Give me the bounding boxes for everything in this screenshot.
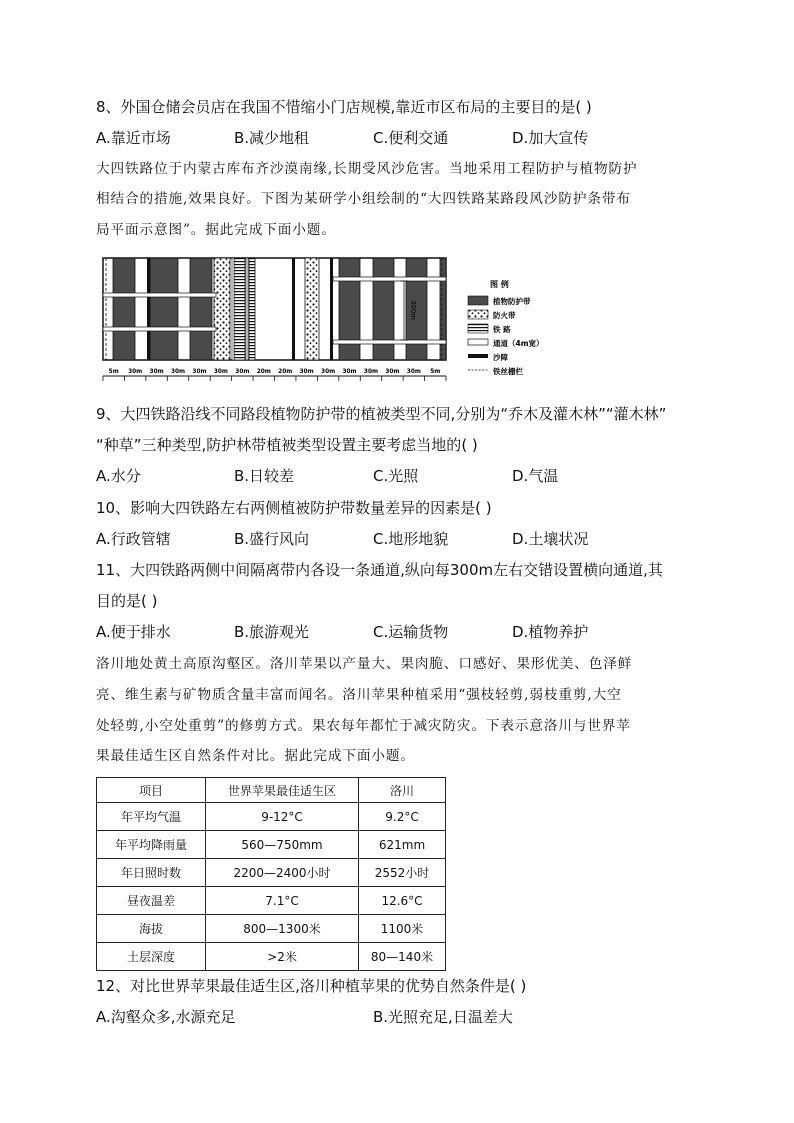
material-1-line-1: 大四铁路位于内蒙古库布齐沙漠南缘,长期受风沙危害。当地采用工程防护与植物防护 <box>96 161 638 177</box>
table-cell: 80—140米 <box>359 943 446 971</box>
table-cell: 2200—2400小时 <box>206 859 359 887</box>
table-cell: 9.2°C <box>359 803 446 831</box>
q11-option-a: A.便于排水 <box>96 623 171 641</box>
railway <box>234 258 245 360</box>
table-cell: 海拔 <box>97 915 206 943</box>
table-row <box>97 943 446 971</box>
legend-swatch-fire <box>468 310 488 319</box>
scale-label: 5m <box>108 369 119 375</box>
scale-label: 30m <box>342 369 357 375</box>
table-cell: 年日照时数 <box>97 859 206 887</box>
table-cell: 土层深度 <box>97 943 206 971</box>
apple-conditions-table <box>96 777 446 971</box>
road <box>246 258 248 360</box>
vegetation-strip <box>440 258 446 360</box>
cross-road <box>103 293 216 297</box>
legend-swatch-vegetation <box>468 296 488 305</box>
table-cell: 800—1300米 <box>206 915 359 943</box>
table-header-cell: 洛川 <box>359 778 446 803</box>
scale-label: 30m <box>321 369 336 375</box>
legend-label: 植物防护带 <box>493 297 531 306</box>
q8-option-b: B.减少地租 <box>234 129 310 147</box>
material-2-line-3: 处轻剪,小空处重剪”的修剪方式。果农每年都忙于减灾防灾。下表示意洛川与世界苹 <box>96 718 631 734</box>
question-8-stem: 8、外国仓储会员店在我国不惜缩小门店规模,靠近市区布局的主要目的是( ) <box>96 98 592 116</box>
table-header-row <box>97 778 446 803</box>
vegetation-strip <box>150 258 178 360</box>
legend-label: 通道（4m宽） <box>493 339 544 348</box>
material-2-line-1: 洛川地处黄土高原沟壑区。洛川苹果以产量大、果肉脆、口感好、果形优美、色泽鲜 <box>96 656 633 672</box>
q11-option-b: B.旅游观光 <box>234 623 310 641</box>
vegetation-strip <box>373 258 394 360</box>
legend-label: 沙障 <box>493 353 508 362</box>
q12-option-a: A.沟壑众多,水源充足 <box>96 1008 236 1026</box>
table-row <box>97 887 446 915</box>
q10-option-d: D.土壤状况 <box>512 530 589 548</box>
scale-label: 5m <box>430 369 441 375</box>
question-10-stem: 10、影响大四铁路左右两侧植被防护带数量差异的因素是( ) <box>96 499 492 517</box>
sand-barrier <box>330 258 333 360</box>
question-11-stem-line-2: 目的是( ) <box>96 592 158 610</box>
scale-label: 30m <box>213 369 228 375</box>
q10-option-b: B.盛行风向 <box>234 530 310 548</box>
table-row <box>97 803 446 831</box>
q8-option-a: A.靠近市场 <box>96 129 171 147</box>
material-1-line-3: 局平面示意图”。据此完成下面小题。 <box>96 222 336 238</box>
q10-option-c: C.地形地貌 <box>373 530 449 548</box>
road <box>232 258 234 360</box>
q9-option-b: B.日较差 <box>234 467 295 485</box>
scale-label: 30m <box>170 369 186 375</box>
question-9-stem-line-1: 9、大四铁路沿线不同路段植物防护带的植被类型不同,分别为“乔木及灌木林”“灌木林” <box>96 405 667 423</box>
scale-bar <box>103 369 446 381</box>
vegetation-strip <box>113 258 135 360</box>
scale-label: 30m <box>149 369 164 375</box>
q9-option-a: A.水分 <box>96 467 141 485</box>
sand-protection-layout-figure <box>96 255 596 390</box>
table-header-cell: 世界苹果最佳适生区 <box>206 778 359 803</box>
scale-label: 30m <box>385 369 400 375</box>
scale-label: 30m <box>235 369 250 375</box>
table-cell: 2552小时 <box>359 859 446 887</box>
protection-strips <box>103 258 446 360</box>
legend-label: 铁丝栅栏 <box>493 367 523 376</box>
table-cell: 年平均降雨量 <box>97 831 206 859</box>
material-1-line-2: 相结合的措施,效果良好。下图为某研学小组绘制的“大四铁路某路段风沙防护条带布 <box>96 191 631 207</box>
scale-label: 30m <box>192 369 207 375</box>
scale-label: 20m <box>278 369 293 375</box>
table-row <box>97 831 446 859</box>
table-cell: 昼夜温差 <box>97 887 206 915</box>
question-12-stem: 12、对比世界苹果最佳适生区,洛川种植苹果的优势自然条件是( ) <box>96 977 527 995</box>
sand-barrier <box>292 258 295 360</box>
table-cell: 12.6°C <box>359 887 446 915</box>
table-row <box>97 915 446 943</box>
q8-option-c: C.便利交通 <box>373 129 449 147</box>
table-cell: 621mm <box>359 831 446 859</box>
scale-label: 30m <box>128 369 143 375</box>
legend-swatch-road <box>468 339 488 345</box>
legend-label: 铁 路 <box>493 325 511 334</box>
q11-option-c: C.运输货物 <box>373 623 449 641</box>
railway <box>249 258 255 360</box>
legend-swatch-rail <box>468 324 488 333</box>
table-row <box>97 859 446 887</box>
question-11-stem-line-1: 11、大四铁路两侧中间隔离带内各设一条通道,纵向每300m左右交错设置横向通道,其 <box>96 561 663 579</box>
table-cell: >2米 <box>206 943 359 971</box>
legend-swatch-barrier <box>468 354 488 358</box>
table-cell: 年平均气温 <box>97 803 206 831</box>
material-2-line-2: 亮、维生素与矿物质含量丰富而闻名。洛川苹果种植采用“强枝轻剪,弱枝重剪,大空 <box>96 687 622 703</box>
q9-option-d: D.气温 <box>512 467 559 485</box>
legend-label: 防火带 <box>493 311 516 320</box>
legend-title: 图 例 <box>490 280 509 289</box>
material-2-line-4: 果最佳适生区自然条件对比。据此完成下面小题。 <box>96 748 415 764</box>
scale-label: 30m <box>363 369 379 375</box>
cross-road <box>103 327 216 331</box>
dimension-label: 300m <box>409 299 417 321</box>
cross-road <box>333 277 446 281</box>
sand-barrier <box>147 258 150 360</box>
fire-belt <box>305 258 319 360</box>
table-cell: 7.1°C <box>206 887 359 915</box>
scale-label: 30m <box>299 369 314 375</box>
q8-option-d: D.加大宣传 <box>512 129 589 147</box>
table-cell: 1100米 <box>359 915 446 943</box>
fire-belt <box>214 258 230 360</box>
table-cell: 560—750mm <box>206 831 359 859</box>
q12-option-b: B.光照充足,日温差大 <box>373 1008 513 1026</box>
cross-road <box>333 340 446 344</box>
question-9-stem-line-2: “种草”三种类型,防护林带植被类型设置主要考虑当地的( ) <box>96 436 478 454</box>
vegetation-strip <box>190 258 212 360</box>
q10-option-a: A.行政管辖 <box>96 530 171 548</box>
table-header-cell: 项目 <box>97 778 206 803</box>
table-cell: 9-12°C <box>206 803 359 831</box>
q11-option-d: D.植物养护 <box>512 623 589 641</box>
scale-label: 30m <box>406 369 421 375</box>
scale-label: 20m <box>256 369 271 375</box>
vegetation-strip <box>339 258 360 360</box>
q9-option-c: C.光照 <box>373 467 419 485</box>
figure-legend <box>468 279 544 376</box>
